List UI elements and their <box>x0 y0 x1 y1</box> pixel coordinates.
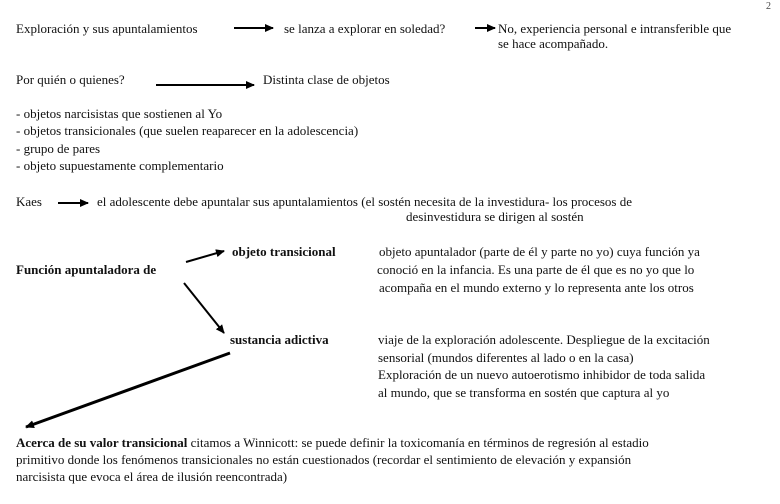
answer-line-1: No, experiencia personal e intransferible que <box>498 21 732 36</box>
por-quien-label: Por quién o quienes? <box>16 72 125 87</box>
exploracion-label: Exploración y sus apuntalamientos <box>16 21 198 36</box>
objeto-transicional-line: objeto apuntalador (parte de él y parte no yo) cuya función ya <box>379 244 700 259</box>
sustancia-adictiva-line: viaje de la exploración adolescente. Despliegue de la excitación <box>378 332 710 347</box>
distinta-clase-text: Distinta clase de objetos <box>263 72 390 87</box>
list-item: - objetos narcisistas que sostienen al Yo <box>16 106 223 121</box>
acerca-bold-lead: Acerca de su valor transicional <box>16 435 188 450</box>
soledad-question: se lanza a explorar en soledad? <box>284 21 446 36</box>
sustancia-adictiva-title: sustancia adictiva <box>230 332 329 347</box>
acerca-line-2: primitivo donde los fenómenos transicionales no están cuestionados (recordar el sentimiento de elevación y expansión <box>16 452 632 467</box>
arrow-to-objeto-transicional <box>186 251 224 262</box>
list-item: - objeto supuestamente complementario <box>16 158 224 173</box>
kaes-text-line-2: desinvestidura se dirigen al sostén <box>406 209 584 224</box>
acerca-line-1 <box>16 436 649 450</box>
list-item: - grupo de pares <box>16 141 101 156</box>
objeto-transicional-line: conoció en la infancia. Es una parte de él que es no yo que lo <box>377 262 695 277</box>
objeto-transicional-title: objeto transicional <box>232 244 336 259</box>
acerca-line-3: narcisista que evoca el área de ilusión reencontrada) <box>16 469 288 484</box>
sustancia-adictiva-line: al mundo, que se transforma en sostén que captura al yo <box>378 385 670 400</box>
kaes-label: Kaes <box>16 194 42 209</box>
sustancia-adictiva-line: sensorial (mundos diferentes al lado o en la casa) <box>378 350 634 365</box>
objeto-transicional-line: acompaña en el mundo externo y lo representa ante los otros <box>379 280 694 295</box>
answer-line-2: se hace acompañado. <box>498 36 609 51</box>
arrow-to-acerca <box>26 353 230 427</box>
acerca-line-1-rest: citamos a Winnicott: se puede definir la toxicomanía en términos de regresión al estadio <box>187 435 649 450</box>
kaes-text-line-1: el adolescente debe apuntalar sus apuntalamientos (el sostén necesita de la investidura- los procesos de <box>97 194 632 209</box>
funcion-apuntaladora-label: Función apuntaladora de <box>16 262 157 277</box>
list-item: - objetos transicionales (que suelen reaparecer en la adolescencia) <box>16 123 359 138</box>
sustancia-adictiva-line: Exploración de un nuevo autoerotismo inhibidor de toda salida <box>378 367 706 382</box>
page-number: 2 <box>766 1 771 12</box>
arrow-to-sustancia-adictiva <box>184 283 224 333</box>
